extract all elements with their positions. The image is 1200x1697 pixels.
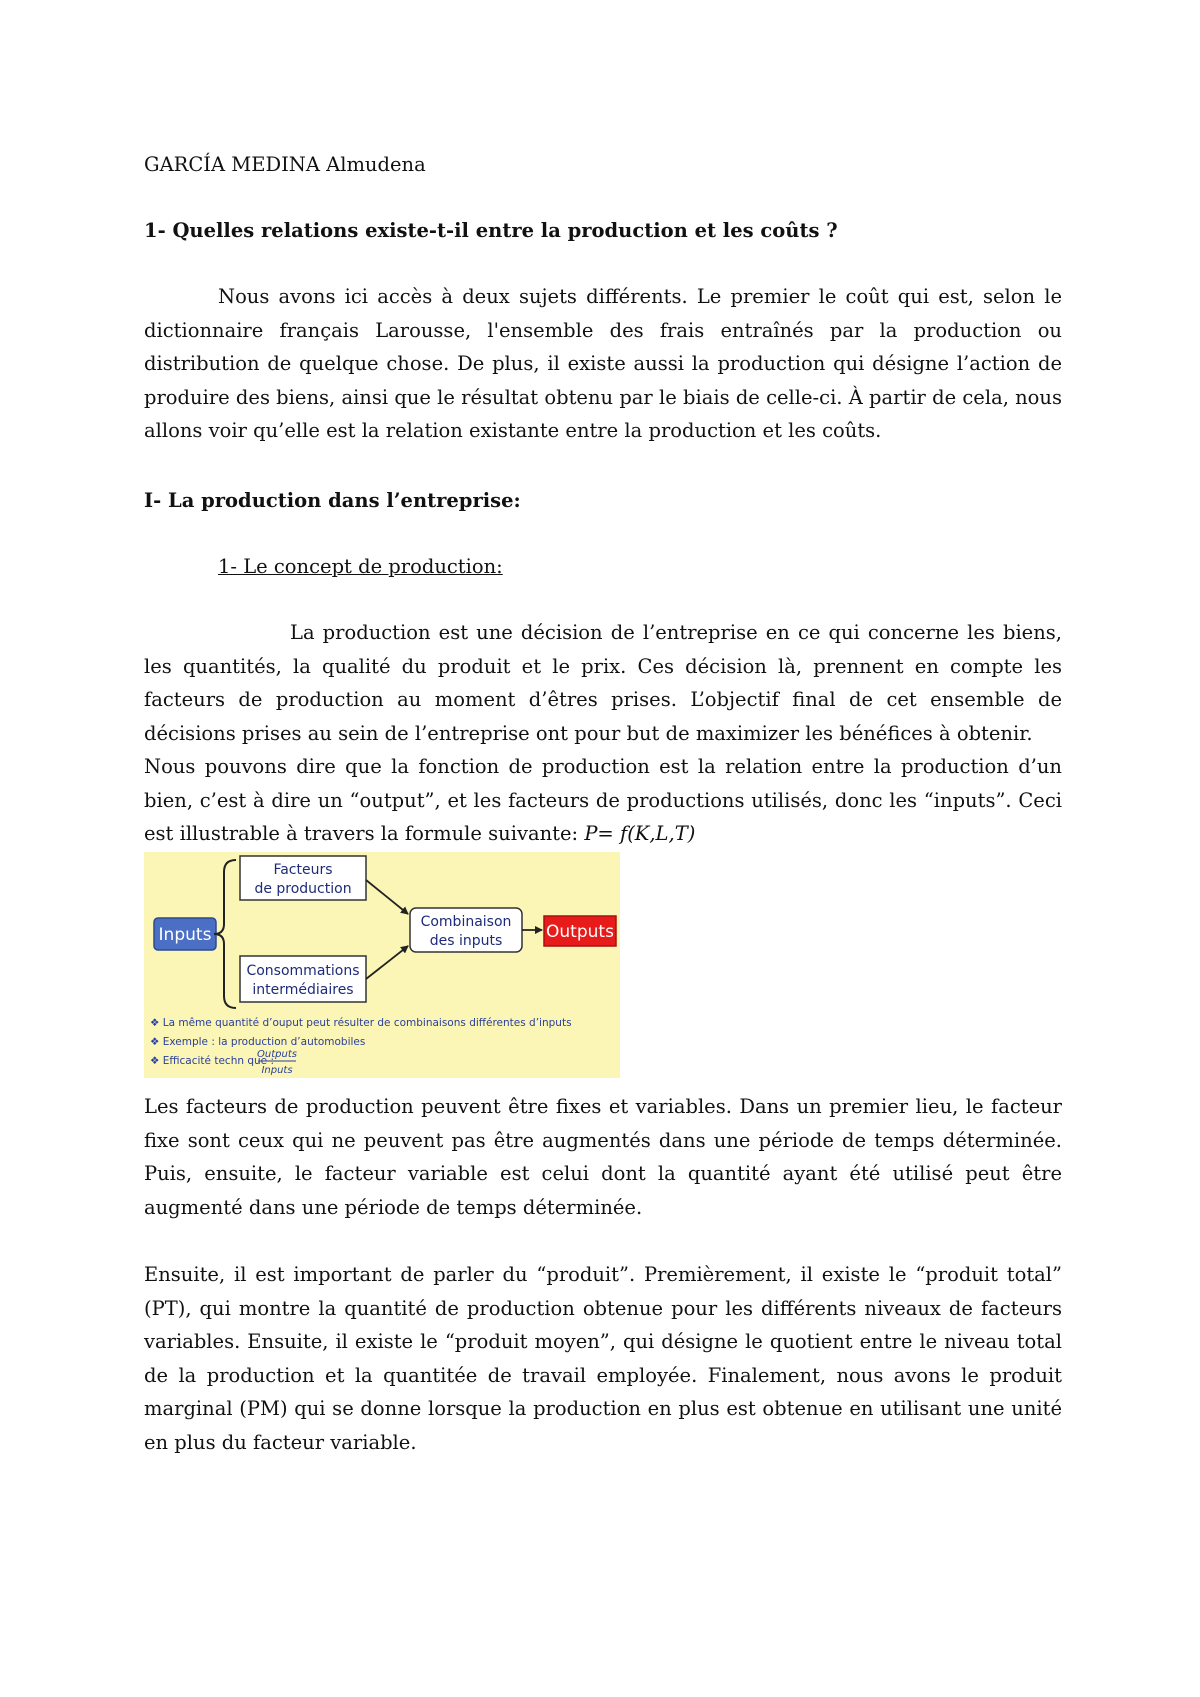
arrow-consommations-to-combinaison bbox=[366, 946, 408, 979]
combinaison-line2: des inputs bbox=[429, 933, 503, 949]
arrow-facteurs-to-combinaison bbox=[366, 880, 408, 914]
intro-paragraph: Nous avons ici accès à deux sujets différents. Le premier le coût qui est, selon le dictionnaire français Larousse, l'ensemble des frais entraînés par la production ou distribution de quelque chose. De plus, il existe aussi la production qui désigne l’action de produire des biens, ainsi que le résultat obtenu par le biais de celle-ci. À partir de cela, nous allons voir qu’elle est la relation existante entre la production et les coûts. bbox=[144, 285, 1062, 443]
production-diagram bbox=[144, 852, 620, 1078]
question-title: 1- Quelles relations existe-t-il entre la production et les coûts ? bbox=[144, 219, 838, 242]
paragraph-function bbox=[144, 750, 1062, 851]
facteurs-line1: Facteurs bbox=[273, 862, 333, 878]
facteurs-line2: de production bbox=[254, 881, 352, 897]
outputs-label: Outputs bbox=[546, 922, 614, 942]
author-name: GARCÍA MEDINA Almudena bbox=[144, 153, 426, 176]
paragraph-function-text: Nous pouvons dire que la fonction de production est la relation entre la production d’un bien, c’est à dire un “output”, et les facteurs de productions utilisés, donc les “inputs”. Ceci est illustrable à travers la formule suivante: bbox=[144, 755, 1062, 846]
consommations-line1: Consommations bbox=[246, 963, 360, 979]
inputs-label: Inputs bbox=[158, 925, 212, 945]
combinaison-line1: Combinaison bbox=[420, 914, 512, 930]
diagram-note-2: ❖ Exemple : la production d’automobiles bbox=[150, 1036, 366, 1048]
consommations-line2: intermédiaires bbox=[252, 982, 354, 998]
brace-icon bbox=[214, 860, 236, 1008]
paragraph-product: Ensuite, il est important de parler du “produit”. Premièrement, il existe le “produit total” (PT), qui montre la quantité de production obtenue pour les différents niveaux de facteurs variables. Ensuite, il existe le “produit moyen”, qui désigne le quotient entre le niveau total de la production et la quantitée de travail employée. Finalement, nous avons le produit marginal (PM) qui se donne lorsque la production en plus est obtenue en utilisant une unité en plus du facteur variable. bbox=[144, 1263, 1062, 1454]
diagram-note-1: ❖ La même quantité d’ouput peut résulter de combinaisons différentes d’inputs bbox=[150, 1017, 572, 1029]
production-diagram-svg bbox=[144, 852, 620, 1078]
subsection-title: 1- Le concept de production: bbox=[218, 555, 503, 578]
diagram-note-3: ❖ Efficacité techn que : bbox=[150, 1055, 275, 1067]
paragraph-factors: Les facteurs de production peuvent être fixes et variables. Dans un premier lieu, le facteur fixe sont ceux qui ne peuvent pas être augmentés dans une période de temps déterminée. Puis, ensuite, le facteur variable est celui dont la quantité ayant été utilisé peut être augmenté dans une période de temps déterminée. bbox=[144, 1095, 1062, 1219]
paragraph-decision: La production est une décision de l’entreprise en ce qui concerne les biens, les quantités, la qualité du produit et le prix. Ces décision là, prennent en compte les facteurs de production au moment d’êtres prises. L’objectif final de cet ensemble de décisions prises au sein de l’entreprise ont pour but de maximizer les bénéfices à obtenir. bbox=[144, 621, 1062, 745]
section-title: I- La production dans l’entreprise: bbox=[144, 489, 521, 512]
fraction-denominator: Inputs bbox=[261, 1065, 293, 1076]
production-formula: P= f(K,L,T) bbox=[584, 822, 696, 846]
fraction-numerator: Outputs bbox=[257, 1049, 297, 1060]
